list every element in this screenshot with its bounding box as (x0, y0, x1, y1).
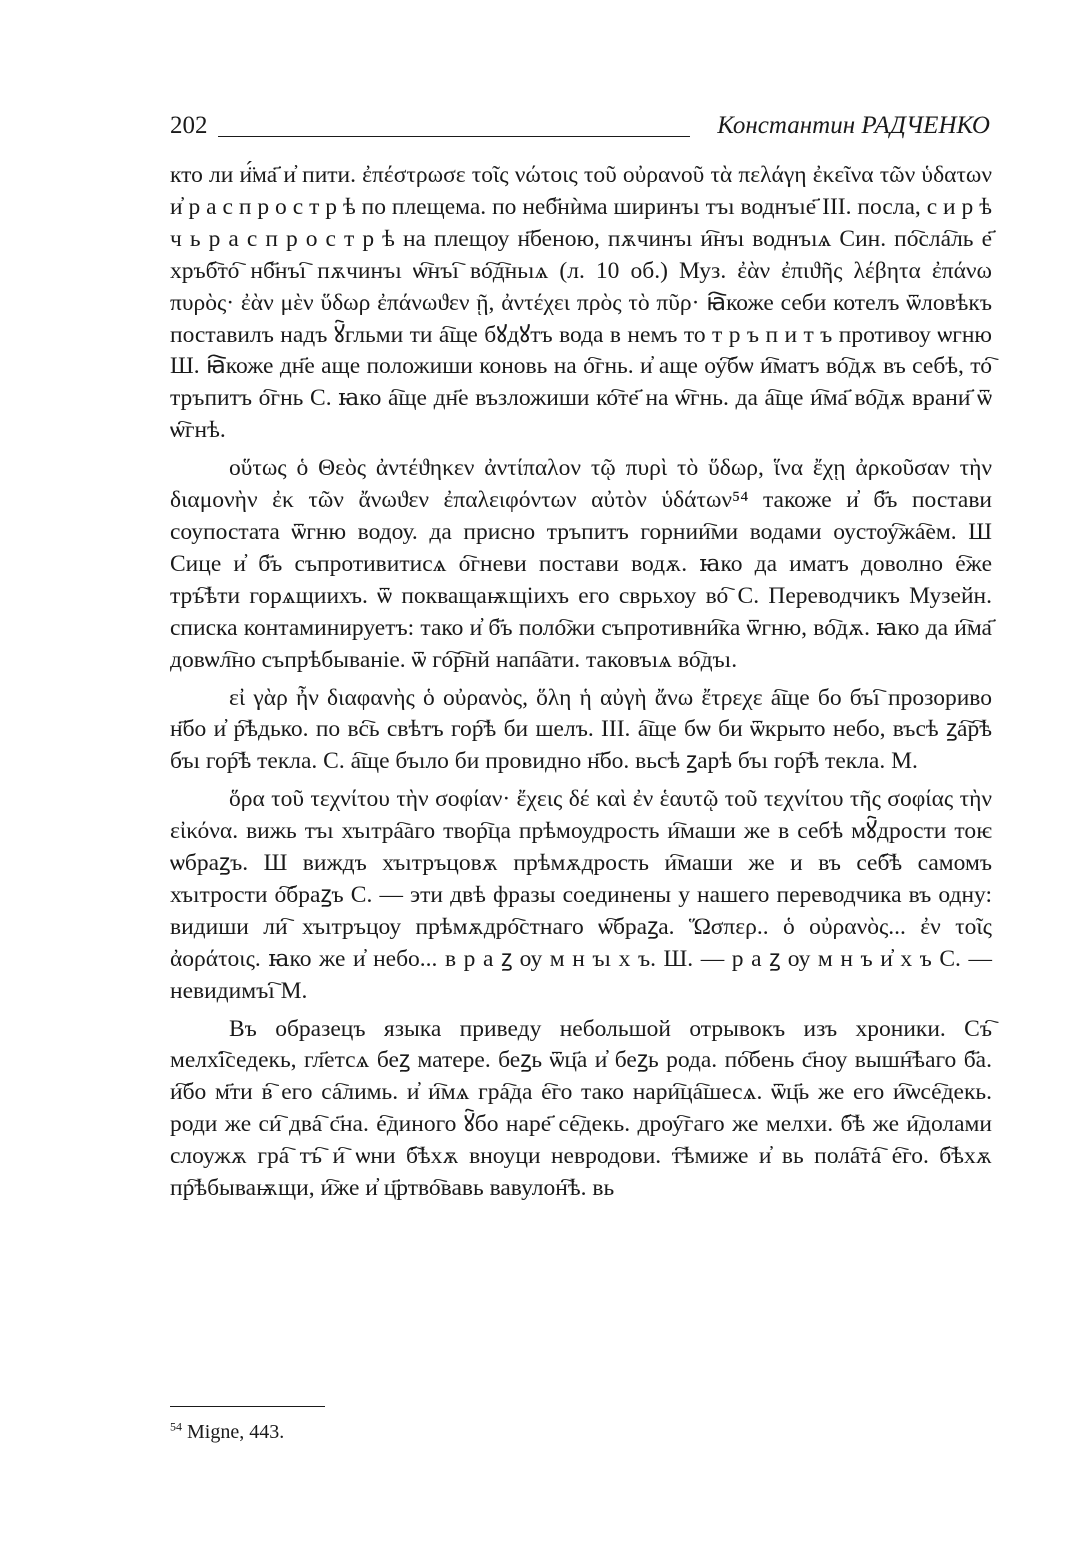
footnote (170, 1418, 284, 1446)
paragraph-5: Въ образецъ языка приведу небольшой отрывокъ изъ хроники. Съ҇ мелхі҇седекь, гл҃етсѧ беꙁ матере. беꙁь ѿц҃а и̓ беꙁь рода. по҇бень с҃ноу вышн҇ѣаго б҃а. и҇бо м҃ти в҇ его са҇лимь. и̓ и҇мѧ гра҇да е҇го тако нари҇ца҇шесѧ. ѿц҃ь же его и҇ѡсе҇декь. роди же си҇ два҇ с҃на. е҇диного ꙋ҇бо наре҃ се҇декь. дроу҇гаго же мелхи. б҇ѣ же и҇долами слоужѫ гра҇ тъ҇ и҇ ѡни б҇ѣхѫ вноуци невродови. т҇ѣмиже и̓ вь пола҇та҇ е҇го. б҇ѣхѫ пр҇ѣбываѭщи, и҇же и̓ ц҃ртво҇вавь вавулон҇ѣ. вь (170, 1015, 992, 1202)
running-head: Константин РАДЧЕНКО (717, 112, 990, 139)
paragraph-4: ὅρα τοῦ τεχνίτου τὴν σοφίαν· ἔχεις δέ καὶ ἐν ἑαυτῷ τοῦ τεχνίτου τῆς σοφίας τὴν εἰκόνα. вижь тъı хъıтра҇аго твор҇ца прѣмоудрость и҇маши же в себѣ мꙋ҇дрости тоѥ ѡбраꙁъ. Ш виждъ хъıтръцовѫ прѣмѫдрость и҇маши же и въ себ҇ѣ самомъ хъıтрости о҇браꙁъ С. — эти двѣ фразы соединены у нашего переводчика въ одну: видиши ли҇ хъıтръцоу прѣмѫдро҇стнаго ѡ҇браꙁа. Ὥσπερ.. ὁ οὐρανὸς... ἐν τοῖς ἀοράτοις. ꙗко же и̓ небо... в р а ꙁ оу м н ъı х ъ. Ш. — р а ꙁ оу м н ъ и̓ х ъ С. — невидимъı҇ М. (170, 786, 992, 1004)
paragraph-2: οὕτως ὁ Θεὸς ἀντέϑηκεν ἀντίπαλον τῷ πυρὶ τὸ ὕδωρ, ἵνα ἔχῃ ἀρκοῦσαν τὴν διαμονὴν ἐκ τῶν ἄνωϑεν ἐπαλειφόντων αὐτὸν ὑδάτων⁵⁴ такоже и̓ б҃ъ постави соупостата ѿгню водоу. да присно тръпитъ горнии҇ми водами оустоу҇жа҇ем. Ш Сице и̓ б҃ъ съпротивитисѧ о҇гневи постави водѫ. ꙗко да иматъ доволно е҇же тръ҇ѣти горѧщиихъ. ѿ покващаѭщіихъ его сврьхоу во҇ С. Переводчикъ Музейн. списка контаминируетъ: тако и̓ б҃ъ поло҇жи съпротивни҇ка ѿгню, во҇дѫ. ꙗко да и҇ма҃ довѡл҇но съпрѣбываніе. ѿ го҇р҇нй напа҇ати. таковъıѧ во҇дъı. (170, 455, 992, 673)
header-rule (218, 136, 690, 137)
body-text (170, 160, 992, 1205)
page-number: 202 (170, 112, 208, 139)
paragraph-3: εἰ γὰρ ἦν διαφανὴς ὁ οὐρανὸς, ὅλη ἡ αὐγὴ ἄνω ἔτρεχε а҇ще бо бъı҇ прозориво н҃бо и̓ р҇ѣдько. по вс҇ь свѣтъ гор҇ѣ би шелъ. III. а҇ще бѡ би ѿкрыто небо, въсѣ ꙁа҇р҇ѣ бъı гор҇ѣ текла. С. а҇ще бъıло би провидно н҃бо. вьсѣ ꙁарѣ бъı гор҇ѣ текла. М. (170, 684, 992, 775)
page-header (170, 108, 990, 148)
footnote-text: Migne, 443. (187, 1421, 285, 1443)
footnote-rule (170, 1406, 325, 1407)
footnote-marker: 54 (170, 1419, 182, 1434)
paragraph-1: кто ли и͏̈́ма҃ и̓ пити. ἐπέστρωσε τοῖς νώτοις τοῦ οὐρανοῦ τὰ πελάγη ἐκεῖνα τῶν ὑδατων и̓ р а с п р о с т р ѣ по плещема. по неб҃нѝма ширинъı тъı воднъıе҃ III. посла, с и р ѣ ч ь р а с п р о с т р ѣ на плещоу н҃беною, пѫчинъı и҇нъı воднъıѧ Син. по҇сла҇ль е҃ хръб҇то҇ нб҃нъı҇ пѫчинъı ѡ҇нъı҇ во҇д҇ньıѧ (л. 10 об.) Муз. ἐὰν ἐπιϑῆς λέβητα ἐπάνω πυρὸς· ἐὰν μὲν ὕδωρ ἐπάνωϑεν ῇ, ἀντέχει πρὸς τὸ πῦρ· ꙗ҇коже себи котелъ ѿловѣкъ поставилъ надъ ꙋ҇гльми ти а҇ще бꙋдꙋтъ вода в немъ то т р ъ п и т ъ противоу ѡгню Ш. ꙗ҇коже дн҃е аще положиши коновь на о҇гнь. и̓ аще оу҇бѡ и҇матъ во҇дѫ въ себѣ, то҇ тръпитъ о҇гнь С. ꙗко а҇ще дн҃е възложиши ко҇те҃ на ѡ҇гнь. да а҇ще и҇ма҃ во҇дѫ врани҃ ѿ ѡ҇гнѣ. (170, 162, 992, 444)
